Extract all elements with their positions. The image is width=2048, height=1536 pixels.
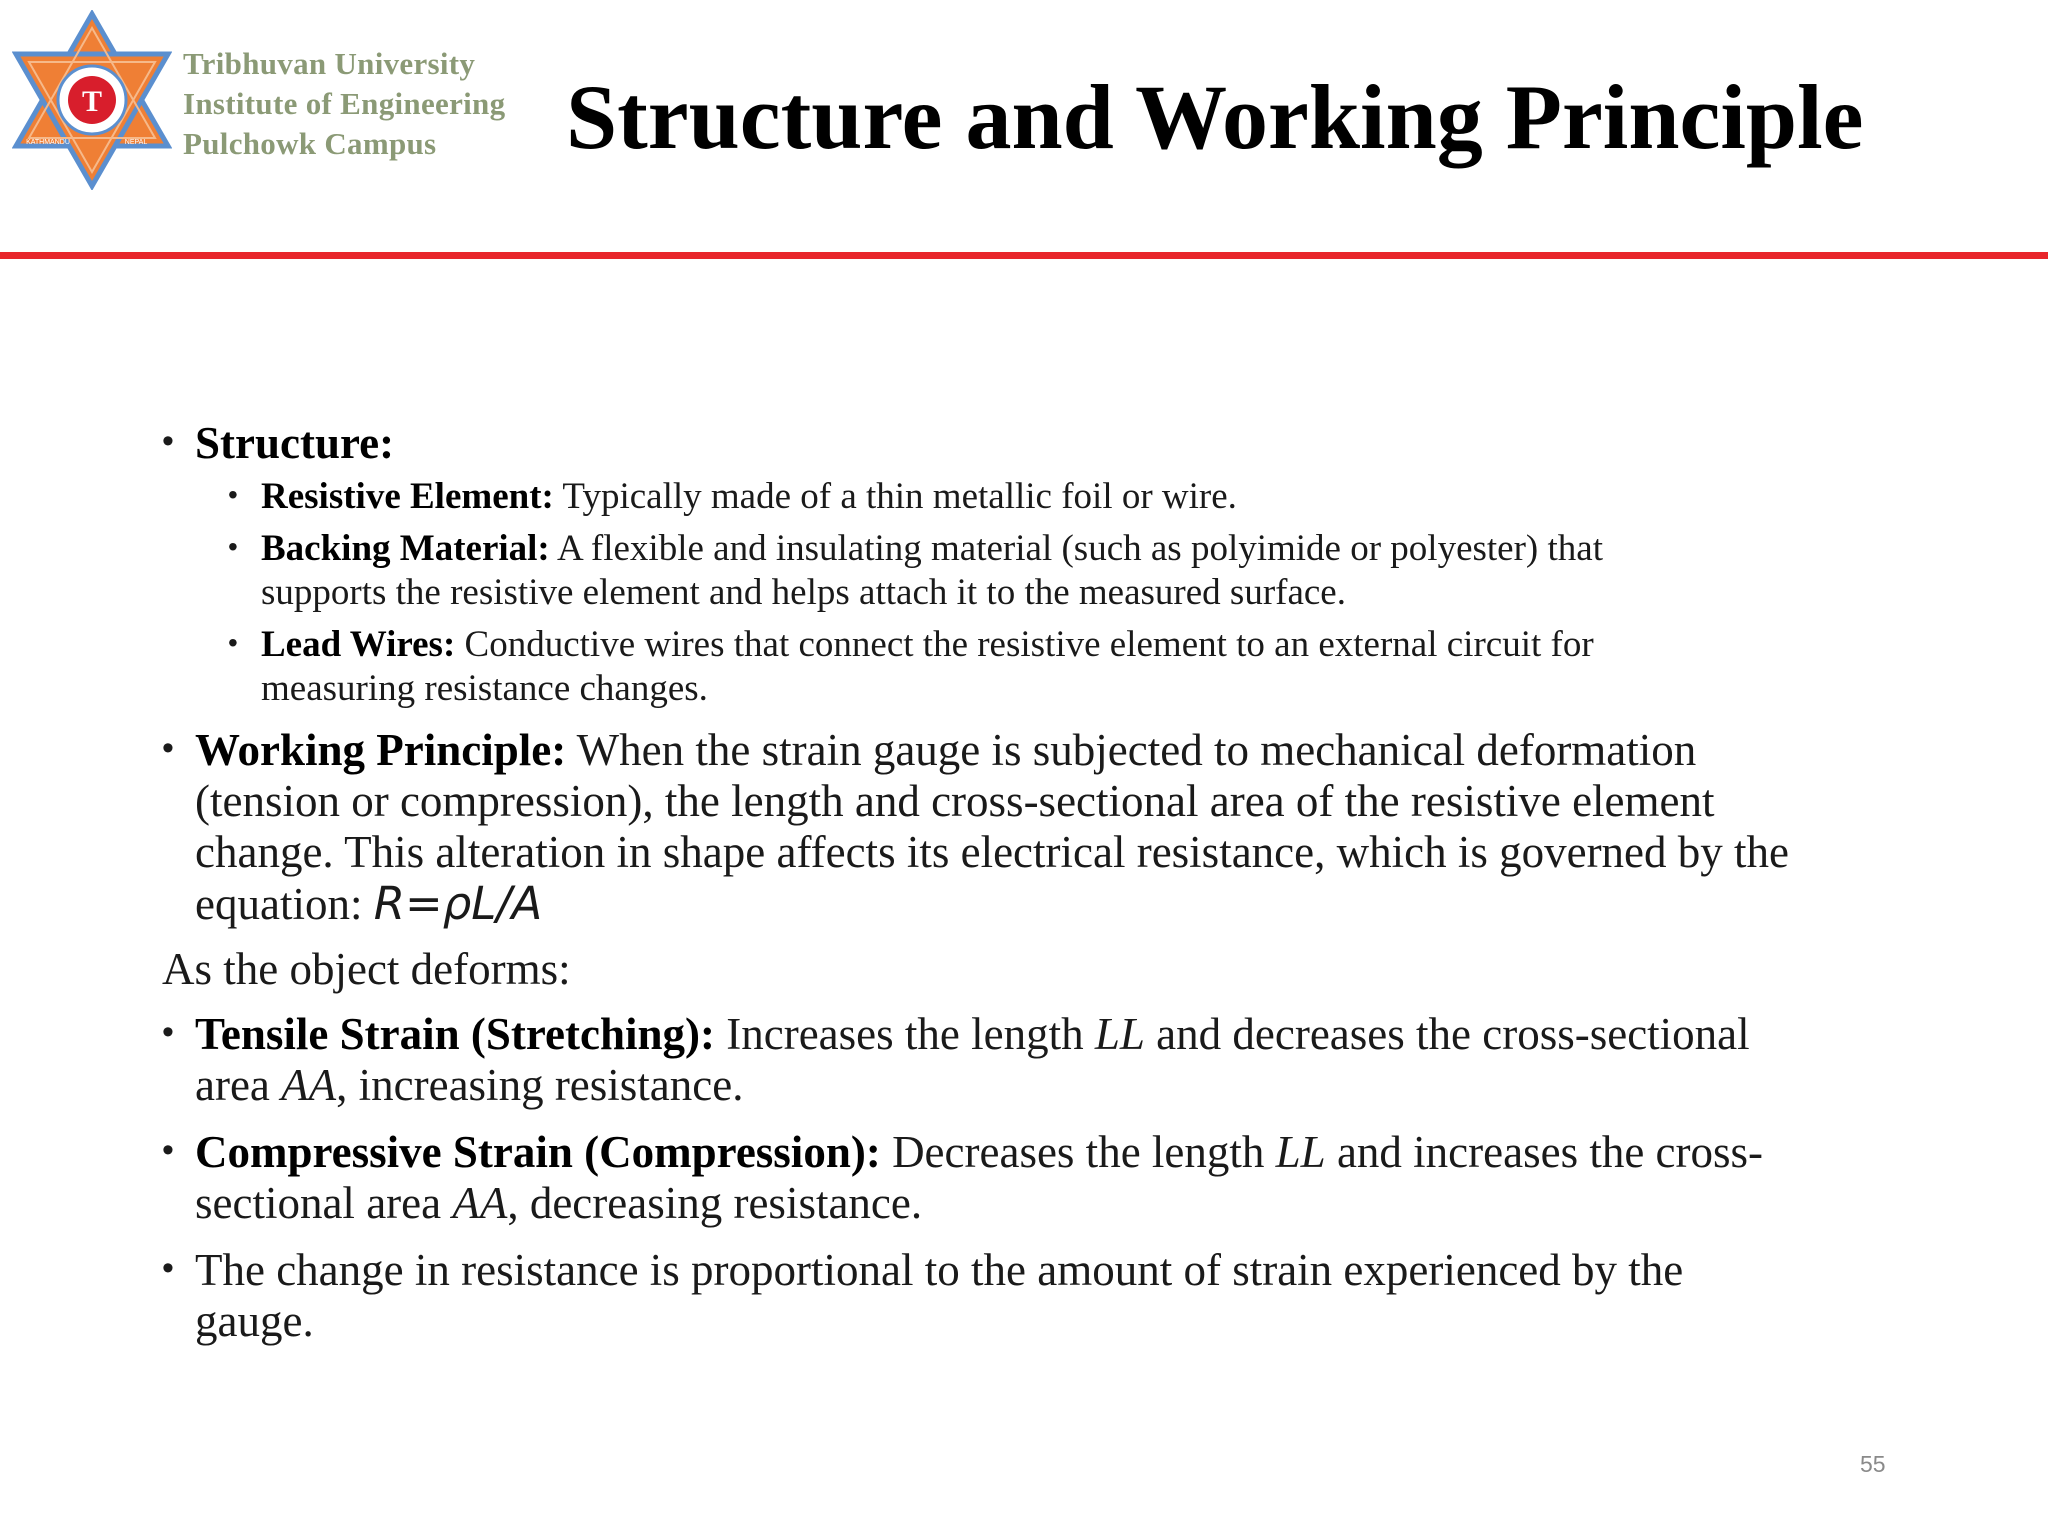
university-emblem-icon bbox=[12, 10, 172, 190]
compressive-text-b: and increases the cross- bbox=[1325, 1127, 1764, 1177]
structure-heading: Structure: bbox=[195, 418, 395, 468]
sub-bullet-lead-wires bbox=[228, 623, 1902, 711]
bullet-marker: • bbox=[228, 479, 238, 510]
bullet-working-principle bbox=[162, 725, 1902, 930]
lead-wires-text-cont: measuring resistance changes. bbox=[261, 668, 708, 709]
working-principle-line-3: change. This alteration in shape affects its electrical resistance, which is governed by the bbox=[195, 827, 1790, 877]
emblem-monogram: T bbox=[81, 85, 103, 118]
area-symbol: AA bbox=[452, 1178, 508, 1228]
bullet-proportional-change bbox=[162, 1245, 1902, 1347]
compressive-strain-label: Compressive Strain (Compression): bbox=[195, 1127, 881, 1177]
bullet-marker: • bbox=[162, 1013, 174, 1051]
page-number: 55 bbox=[1860, 1451, 1886, 1477]
deforms-intro: As the object deforms: bbox=[162, 944, 571, 994]
resistance-equation: R=ρL/A bbox=[373, 877, 543, 930]
institution-line-institute: Institute of Engineering bbox=[183, 86, 506, 121]
bullet-structure bbox=[162, 418, 1902, 469]
compressive-text-d: , decreasing resistance. bbox=[507, 1178, 923, 1228]
length-symbol: LL bbox=[1275, 1127, 1326, 1177]
institution-line-university: Tribhuvan University bbox=[183, 46, 476, 81]
bullet-tensile-strain bbox=[162, 1009, 1902, 1111]
emblem-seal-left: KATHMANDU bbox=[26, 139, 70, 146]
header-divider bbox=[0, 252, 2048, 259]
working-principle-line-4: equation: bbox=[195, 879, 374, 929]
resistive-element-text: Typically made of a thin metallic foil or wire. bbox=[553, 476, 1237, 517]
institution-line-campus: Pulchowk Campus bbox=[183, 126, 437, 161]
bullet-compressive-strain bbox=[162, 1127, 1902, 1229]
resistive-element-label: Resistive Element: bbox=[261, 476, 554, 517]
backing-material-text: A flexible and insulating material (such as polyimide or polyester) that bbox=[549, 528, 1603, 569]
lead-wires-text: Conductive wires that connect the resistive element to an external circuit for bbox=[455, 624, 1594, 665]
working-principle-line-1: When the strain gauge is subjected to mechanical deformation bbox=[566, 725, 1697, 775]
sub-bullet-resistive-element bbox=[228, 475, 1902, 519]
length-symbol: LL bbox=[1094, 1009, 1145, 1059]
slide-body bbox=[162, 418, 1902, 1347]
proportional-line-2: gauge. bbox=[195, 1296, 314, 1346]
proportional-line-1: The change in resistance is proportional to the amount of strain experienced by the bbox=[195, 1245, 1684, 1295]
bullet-marker: • bbox=[162, 1249, 174, 1287]
bullet-marker: • bbox=[162, 422, 174, 460]
sub-bullet-backing-material bbox=[228, 527, 1902, 615]
tensile-text-a: Increases the length bbox=[715, 1009, 1095, 1059]
slide-header bbox=[0, 0, 2048, 252]
emblem-seal-right: NEPAL bbox=[124, 139, 148, 146]
area-symbol: AA bbox=[281, 1060, 337, 1110]
tensile-text-b: and decreases the cross-sectional bbox=[1144, 1009, 1750, 1059]
bullet-marker: • bbox=[162, 729, 174, 767]
tensile-strain-label: Tensile Strain (Stretching): bbox=[195, 1009, 716, 1059]
working-principle-line-2: (tension or compression), the length and cross-sectional area of the resistive element bbox=[195, 776, 1715, 826]
tensile-text-d: , increasing resistance. bbox=[336, 1060, 744, 1110]
working-principle-label: Working Principle: bbox=[195, 725, 567, 775]
tensile-text-c: area bbox=[195, 1060, 282, 1110]
lead-wires-label: Lead Wires: bbox=[261, 624, 456, 665]
backing-material-text-cont: supports the resistive element and helps attach it to the measured surface. bbox=[261, 572, 1346, 613]
compressive-text-a: Decreases the length bbox=[880, 1127, 1276, 1177]
bullet-marker: • bbox=[162, 1131, 174, 1169]
bullet-marker: • bbox=[228, 531, 238, 562]
backing-material-label: Backing Material: bbox=[261, 528, 550, 569]
compressive-text-c: sectional area bbox=[195, 1178, 453, 1228]
institution-name bbox=[183, 44, 563, 164]
slide-title: Structure and Working Principle bbox=[566, 66, 1864, 168]
bullet-marker: • bbox=[228, 627, 238, 658]
